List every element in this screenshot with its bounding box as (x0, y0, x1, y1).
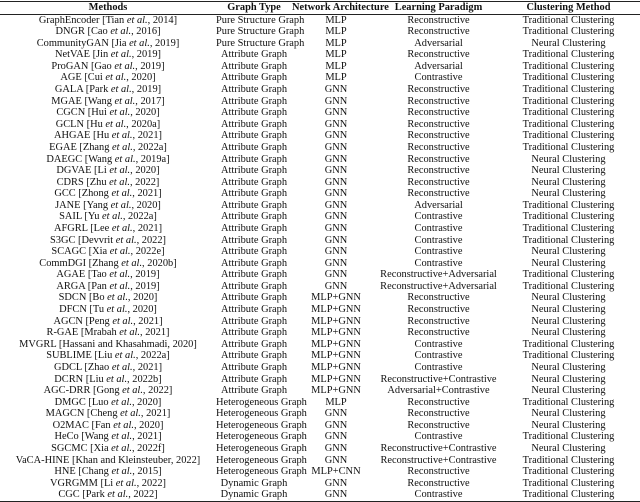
cell-clustering-method: Neural Clustering (531, 408, 606, 420)
cell-graph-type: Attribute Graph (220, 327, 288, 339)
cell-graph-type: Attribute Graph (220, 338, 288, 350)
table-row (0, 211, 640, 223)
cell-method: DMGC [Luo et al., 2020] (54, 396, 162, 408)
cell-network-architecture: MLP+CNN (311, 466, 361, 478)
cell-learning-paradigm: Contrastive (414, 257, 463, 269)
cell-clustering-method: Neural Clustering (531, 188, 606, 200)
cell-clustering-method: Traditional Clustering (522, 338, 615, 350)
cell-graph-type: Attribute Graph (220, 72, 288, 84)
cell-method: ARGA [Pan et al., 2019] (56, 280, 160, 292)
cell-graph-type: Heterogeneous Graph (216, 431, 307, 443)
table-row (0, 72, 640, 84)
cell-learning-paradigm: Contrastive (414, 234, 463, 246)
cell-method: O2MAC [Fan et al., 2020] (52, 419, 164, 431)
cell-learning-paradigm: Reconstructive (407, 118, 470, 130)
table-row (0, 397, 640, 409)
cell-method: S3GC [Devvrit et al., 2022] (49, 234, 167, 246)
table-body (0, 14, 640, 501)
cell-method: GCC [Zhong et al., 2021] (54, 188, 162, 200)
cell-clustering-method: Traditional Clustering (522, 222, 615, 234)
cell-learning-paradigm: Reconstructive (407, 419, 470, 431)
cell-graph-type: Attribute Graph (220, 165, 288, 177)
cell-method: VaCA-HINE [Khan and Kleinsteuber, 2022] (15, 454, 201, 466)
cell-method: ProGAN [Gao et al., 2019] (51, 60, 165, 72)
cell-network-architecture: GNN (324, 257, 348, 269)
cell-clustering-method: Neural Clustering (531, 153, 606, 165)
cell-network-architecture: GNN (324, 222, 348, 234)
cell-graph-type: Attribute Graph (220, 49, 288, 61)
cell-graph-type: Attribute Graph (220, 257, 288, 269)
cell-learning-paradigm: Contrastive (414, 489, 463, 501)
cell-network-architecture: MLP+GNN (311, 350, 361, 362)
table-row (0, 26, 640, 38)
table-row (0, 339, 640, 351)
cell-clustering-method: Neural Clustering (531, 257, 606, 269)
cell-clustering-method: Neural Clustering (531, 176, 606, 188)
header-learning-paradigm: Learning Paradigm (380, 2, 497, 15)
cell-learning-paradigm: Reconstructive (407, 141, 470, 153)
cell-network-architecture: GNN (324, 141, 348, 153)
cell-graph-type: Attribute Graph (220, 188, 288, 200)
cell-network-architecture: GNN (324, 130, 348, 142)
cell-graph-type: Heterogeneous Graph (216, 454, 307, 466)
table-row (0, 316, 640, 328)
cell-graph-type: Attribute Graph (220, 60, 288, 72)
cell-network-architecture: GNN (324, 454, 348, 466)
table-row (0, 362, 640, 374)
cell-network-architecture: MLP+GNN (311, 327, 361, 339)
cell-method: EGAE [Zhang et al., 2022a] (49, 141, 167, 153)
cell-graph-type: Attribute Graph (220, 315, 288, 327)
table-row (0, 281, 640, 293)
cell-learning-paradigm: Contrastive (414, 246, 463, 258)
table-row (0, 84, 640, 96)
table-row (0, 431, 640, 443)
cell-learning-paradigm: Reconstructive (407, 84, 470, 96)
table-row (0, 49, 640, 61)
cell-clustering-method: Traditional Clustering (522, 454, 615, 466)
table-row (0, 165, 640, 177)
cell-learning-paradigm: Reconstructive (407, 466, 470, 478)
cell-graph-type: Heterogeneous Graph (216, 419, 307, 431)
table-row (0, 292, 640, 304)
cell-graph-type: Heterogeneous Graph (216, 466, 307, 478)
cell-network-architecture: GNN (324, 153, 348, 165)
table-row (0, 235, 640, 247)
cell-network-architecture: GNN (324, 442, 348, 454)
cell-method: DCRN [Liu et al., 2022b] (54, 373, 162, 385)
cell-graph-type: Attribute Graph (220, 118, 288, 130)
cell-method: AGC-DRR [Gong et al., 2022] (43, 385, 173, 397)
cell-clustering-method: Traditional Clustering (522, 141, 615, 153)
table-row (0, 38, 640, 50)
table-row (0, 188, 640, 200)
methods-taxonomy-table (0, 1, 640, 502)
cell-graph-type: Attribute Graph (220, 304, 288, 316)
cell-network-architecture: GNN (324, 118, 348, 130)
cell-learning-paradigm: Contrastive (414, 361, 463, 373)
cell-graph-type: Attribute Graph (220, 153, 288, 165)
cell-graph-type: Heterogeneous Graph (216, 442, 307, 454)
table-row (0, 304, 640, 316)
cell-clustering-method: Neural Clustering (531, 246, 606, 258)
table-row (0, 200, 640, 212)
cell-learning-paradigm: Reconstructive (407, 153, 470, 165)
cell-clustering-method: Traditional Clustering (522, 14, 615, 26)
cell-learning-paradigm: Reconstructive (407, 49, 470, 61)
cell-graph-type: Attribute Graph (220, 130, 288, 142)
cell-graph-type: Heterogeneous Graph (216, 408, 307, 420)
cell-clustering-method: Neural Clustering (531, 304, 606, 316)
cell-network-architecture: GNN (324, 269, 348, 281)
cell-graph-type: Attribute Graph (220, 246, 288, 258)
cell-graph-type: Attribute Graph (220, 141, 288, 153)
cell-method: SGCMC [Xia et al., 2022f] (51, 442, 165, 454)
cell-network-architecture: GNN (324, 84, 348, 96)
cell-clustering-method: Traditional Clustering (522, 49, 615, 61)
cell-learning-paradigm: Reconstructive+Contrastive (380, 373, 497, 385)
cell-graph-type: Attribute Graph (220, 84, 288, 96)
cell-learning-paradigm: Reconstructive (407, 396, 470, 408)
cell-method: CommDGI [Zhang et al., 2020b] (39, 257, 177, 269)
cell-network-architecture: GNN (324, 489, 348, 501)
cell-learning-paradigm: Reconstructive (407, 95, 470, 107)
cell-learning-paradigm: Contrastive (414, 222, 463, 234)
cell-learning-paradigm: Reconstructive (407, 130, 470, 142)
cell-method: MVGRL [Hassani and Khasahmadi, 2020] (19, 338, 197, 350)
cell-method: SCAGC [Xia et al., 2022e] (51, 246, 165, 258)
table-row (0, 327, 640, 339)
cell-clustering-method: Traditional Clustering (522, 280, 615, 292)
cell-clustering-method: Neural Clustering (531, 373, 606, 385)
cell-learning-paradigm: Reconstructive (407, 408, 470, 420)
cell-clustering-method: Neural Clustering (531, 419, 606, 431)
table-row (0, 223, 640, 235)
cell-method: AGE [Cui et al., 2020] (60, 72, 156, 84)
cell-network-architecture: MLP+GNN (311, 338, 361, 350)
cell-network-architecture: MLP (325, 60, 347, 72)
cell-learning-paradigm: Reconstructive (407, 304, 470, 316)
table-row (0, 420, 640, 432)
header-clustering-method: Clustering Method (497, 2, 640, 15)
cell-network-architecture: GNN (324, 165, 348, 177)
cell-graph-type: Pure Structure Graph (216, 26, 305, 38)
cell-graph-type: Attribute Graph (220, 350, 288, 362)
cell-method: GCLN [Hu et al., 2020a] (55, 118, 161, 130)
cell-graph-type: Attribute Graph (220, 222, 288, 234)
cell-method: DGVAE [Li et al., 2020] (56, 165, 160, 177)
cell-graph-type: Attribute Graph (220, 176, 288, 188)
table-row (0, 130, 640, 142)
cell-network-architecture: GNN (324, 211, 348, 223)
cell-learning-paradigm: Reconstructive (407, 315, 470, 327)
cell-clustering-method: Traditional Clustering (522, 60, 615, 72)
cell-learning-paradigm: Reconstructive+Contrastive (380, 442, 497, 454)
cell-method: DAEGC [Wang et al., 2019a] (46, 153, 170, 165)
cell-learning-paradigm: Adversarial (414, 60, 463, 72)
cell-method: R-GAE [Mrabah et al., 2021] (46, 327, 170, 339)
cell-method: MAGCN [Cheng et al., 2021] (45, 408, 171, 420)
cell-clustering-method: Traditional Clustering (522, 211, 615, 223)
cell-learning-paradigm: Contrastive (414, 211, 463, 223)
cell-graph-type: Dynamic Graph (220, 489, 288, 501)
cell-method: GraphEncoder [Tian et al., 2014] (38, 14, 178, 26)
cell-method: DNGR [Cao et al., 2016] (55, 26, 161, 38)
table-row (0, 246, 640, 258)
cell-method: SAIL [Yu et al., 2022a] (59, 211, 157, 223)
cell-learning-paradigm: Reconstructive+Adversarial (380, 269, 497, 281)
cell-network-architecture: MLP (325, 37, 347, 49)
cell-learning-paradigm: Reconstructive+Adversarial (380, 280, 497, 292)
table-row (0, 350, 640, 362)
cell-graph-type: Attribute Graph (220, 361, 288, 373)
table-row (0, 258, 640, 270)
cell-graph-type: Attribute Graph (220, 373, 288, 385)
cell-network-architecture: MLP+GNN (311, 315, 361, 327)
cell-learning-paradigm: Reconstructive (407, 327, 470, 339)
table-row (0, 443, 640, 455)
cell-learning-paradigm: Contrastive (414, 350, 463, 362)
cell-learning-paradigm: Reconstructive+Contrastive (380, 454, 497, 466)
cell-method: JANE [Yang et al., 2020] (55, 199, 161, 211)
table-row (0, 107, 640, 119)
table-row (0, 142, 640, 154)
table-row (0, 455, 640, 467)
cell-network-architecture: GNN (324, 431, 348, 443)
cell-network-architecture: GNN (324, 477, 348, 489)
table-row (0, 478, 640, 490)
cell-clustering-method: Neural Clustering (531, 315, 606, 327)
cell-graph-type: Attribute Graph (220, 234, 288, 246)
cell-learning-paradigm: Reconstructive (407, 292, 470, 304)
cell-clustering-method: Traditional Clustering (522, 95, 615, 107)
table-row (0, 119, 640, 131)
cell-clustering-method: Traditional Clustering (522, 431, 615, 443)
cell-clustering-method: Neural Clustering (531, 361, 606, 373)
table-row (0, 489, 640, 501)
cell-clustering-method: Traditional Clustering (522, 234, 615, 246)
cell-method: SDCN [Bo et al., 2020] (58, 292, 158, 304)
cell-method: AFGRL [Lee et al., 2021] (53, 222, 163, 234)
cell-clustering-method: Traditional Clustering (522, 269, 615, 281)
cell-clustering-method: Traditional Clustering (522, 466, 615, 478)
table-row (0, 269, 640, 281)
cell-learning-paradigm: Contrastive (414, 431, 463, 443)
cell-clustering-method: Neural Clustering (531, 385, 606, 397)
table-row (0, 61, 640, 73)
table-row (0, 154, 640, 166)
cell-network-architecture: MLP (325, 396, 347, 408)
cell-clustering-method: Traditional Clustering (522, 199, 615, 211)
cell-learning-paradigm: Reconstructive (407, 188, 470, 200)
cell-network-architecture: MLP (325, 14, 347, 26)
cell-network-architecture: GNN (324, 176, 348, 188)
cell-graph-type: Attribute Graph (220, 292, 288, 304)
cell-graph-type: Attribute Graph (220, 269, 288, 281)
cell-graph-type: Attribute Graph (220, 95, 288, 107)
cell-learning-paradigm: Reconstructive (407, 165, 470, 177)
table-row (0, 14, 640, 26)
cell-graph-type: Attribute Graph (220, 107, 288, 119)
cell-graph-type: Pure Structure Graph (216, 37, 305, 49)
cell-clustering-method: Traditional Clustering (522, 489, 615, 501)
cell-network-architecture: GNN (324, 107, 348, 119)
cell-method: AHGAE [Hu et al., 2021] (54, 130, 162, 142)
cell-clustering-method: Traditional Clustering (522, 130, 615, 142)
cell-clustering-method: Neural Clustering (531, 165, 606, 177)
cell-method: HeCo [Wang et al., 2021] (54, 431, 162, 443)
cell-method: CGC [Park et al., 2022] (58, 489, 158, 501)
cell-network-architecture: GNN (324, 199, 348, 211)
cell-network-architecture: GNN (324, 95, 348, 107)
table-row (0, 177, 640, 189)
cell-network-architecture: MLP+GNN (311, 304, 361, 316)
table-row (0, 96, 640, 108)
cell-graph-type: Attribute Graph (220, 211, 288, 223)
cell-learning-paradigm: Contrastive (414, 72, 463, 84)
cell-clustering-method: Traditional Clustering (522, 350, 615, 362)
cell-learning-paradigm: Reconstructive (407, 107, 470, 119)
cell-network-architecture: GNN (324, 246, 348, 258)
header-graph-type: Graph Type (216, 2, 292, 15)
cell-clustering-method: Neural Clustering (531, 37, 606, 49)
cell-graph-type: Pure Structure Graph (216, 14, 305, 26)
table-row (0, 374, 640, 386)
cell-graph-type: Attribute Graph (220, 280, 288, 292)
cell-method: NetVAE [Jin et al., 2019] (54, 49, 162, 61)
cell-method: SUBLIME [Liu et al., 2022a] (46, 350, 170, 362)
cell-network-architecture: MLP+GNN (311, 292, 361, 304)
cell-method: HNE [Chang et al., 2015] (54, 466, 162, 478)
cell-clustering-method: Traditional Clustering (522, 107, 615, 119)
cell-network-architecture: MLP+GNN (311, 385, 361, 397)
cell-method: CGCN [Hui et al., 2020] (56, 107, 160, 119)
cell-clustering-method: Traditional Clustering (522, 396, 615, 408)
cell-learning-paradigm: Adversarial+Contrastive (387, 385, 490, 397)
cell-network-architecture: MLP+GNN (311, 373, 361, 385)
cell-graph-type: Heterogeneous Graph (216, 396, 307, 408)
cell-graph-type: Dynamic Graph (220, 477, 288, 489)
cell-clustering-method: Traditional Clustering (522, 84, 615, 96)
cell-learning-paradigm: Reconstructive (407, 176, 470, 188)
cell-method: VGRGMM [Li et al., 2022] (49, 477, 167, 489)
cell-clustering-method: Traditional Clustering (522, 72, 615, 84)
table-row (0, 466, 640, 478)
cell-method: CDRS [Zhu et al., 2022] (56, 176, 160, 188)
table-header (0, 2, 640, 15)
cell-graph-type: Attribute Graph (220, 199, 288, 211)
cell-learning-paradigm: Reconstructive (407, 26, 470, 38)
cell-learning-paradigm: Reconstructive (407, 14, 470, 26)
cell-network-architecture: GNN (324, 234, 348, 246)
cell-method: MGAE [Wang et al., 2017] (51, 95, 165, 107)
cell-learning-paradigm: Adversarial (414, 37, 463, 49)
cell-network-architecture: GNN (324, 280, 348, 292)
table-row (0, 385, 640, 397)
cell-clustering-method: Traditional Clustering (522, 118, 615, 130)
header-methods: Methods (0, 2, 216, 15)
cell-method: DFCN [Tu et al., 2020] (59, 304, 157, 316)
header-network-architecture: Network Architecture (292, 2, 389, 13)
cell-network-architecture: GNN (324, 188, 348, 200)
cell-clustering-method: Traditional Clustering (522, 477, 615, 489)
cell-method: AGAE [Tao et al., 2019] (56, 269, 160, 281)
cell-clustering-method: Neural Clustering (531, 327, 606, 339)
cell-graph-type: Attribute Graph (220, 385, 288, 397)
cell-clustering-method: Neural Clustering (531, 442, 606, 454)
cell-learning-paradigm: Reconstructive (407, 477, 470, 489)
cell-method: AGCN [Peng et al., 2021] (53, 315, 163, 327)
cell-learning-paradigm: Contrastive (414, 338, 463, 350)
cell-clustering-method: Neural Clustering (531, 292, 606, 304)
cell-network-architecture: MLP+GNN (311, 361, 361, 373)
cell-network-architecture: MLP (325, 26, 347, 38)
cell-method: GALA [Park et al., 2019] (54, 84, 162, 96)
cell-method: CommunityGAN [Jia et al., 2019] (36, 37, 180, 49)
cell-learning-paradigm: Adversarial (414, 199, 463, 211)
cell-network-architecture: MLP (325, 49, 347, 61)
cell-method: GDCL [Zhao et al., 2021] (53, 361, 163, 373)
cell-clustering-method: Traditional Clustering (522, 26, 615, 38)
cell-network-architecture: GNN (324, 408, 348, 420)
table-row (0, 408, 640, 420)
cell-network-architecture: GNN (324, 419, 348, 431)
cell-network-architecture: MLP (325, 72, 347, 84)
